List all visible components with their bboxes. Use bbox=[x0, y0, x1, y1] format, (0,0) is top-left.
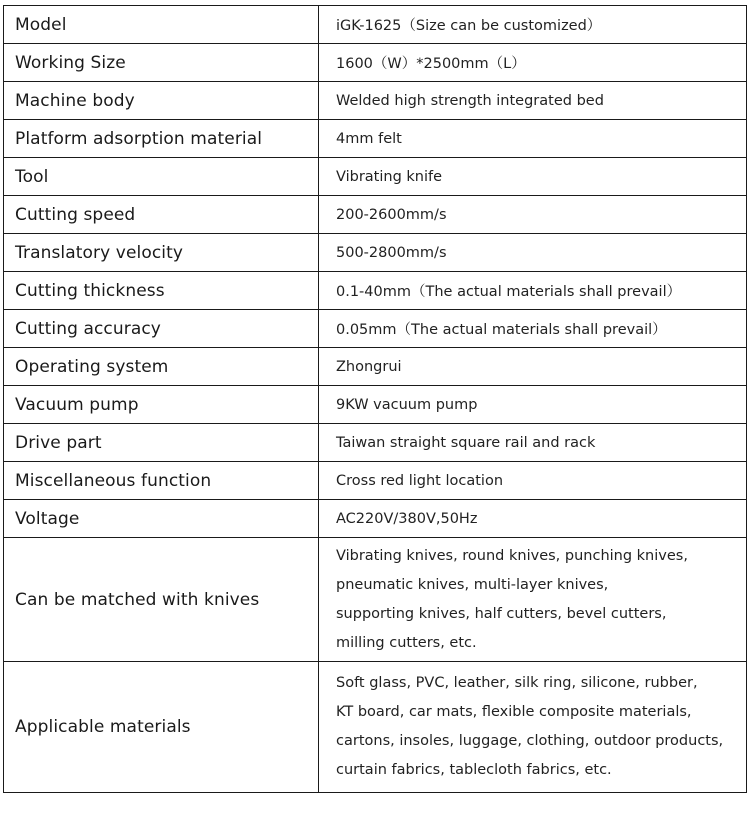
table-row-translatory-velocity bbox=[4, 234, 747, 272]
spec-label: Cutting thickness bbox=[4, 272, 319, 310]
materials-line: KT board, car mats, flexible composite materials, bbox=[336, 704, 692, 720]
spec-label: Working Size bbox=[4, 44, 319, 82]
spec-label: Vacuum pump bbox=[4, 386, 319, 424]
spec-label: Applicable materials bbox=[4, 662, 319, 793]
table-row-tool bbox=[4, 158, 747, 196]
table-row-cutting-accuracy bbox=[4, 310, 747, 348]
table-row-materials bbox=[4, 662, 747, 793]
table-row-operating-system bbox=[4, 348, 747, 386]
knives-line: pneumatic knives, multi-layer knives, bbox=[336, 576, 609, 593]
table-row-knives bbox=[4, 538, 747, 662]
spec-value: 500-2800mm/s bbox=[319, 234, 747, 272]
knives-line: Vibrating knives, round knives, punching knives, bbox=[336, 547, 688, 564]
spec-value: 4mm felt bbox=[319, 120, 747, 158]
spec-label: Cutting accuracy bbox=[4, 310, 319, 348]
table-row-voltage bbox=[4, 500, 747, 538]
spec-value: Cross red light location bbox=[319, 462, 747, 500]
spec-value: 0.1-40mm（The actual materials shall prevail） bbox=[319, 272, 747, 310]
materials-line: curtain fabrics, tablecloth fabrics, etc. bbox=[336, 762, 612, 778]
spec-value: Vibrating knife bbox=[319, 158, 747, 196]
table-row-platform-material bbox=[4, 120, 747, 158]
spec-value: 0.05mm（The actual materials shall prevail） bbox=[319, 310, 747, 348]
table-row-cutting-speed bbox=[4, 196, 747, 234]
specification-table bbox=[3, 5, 747, 793]
spec-label: Model bbox=[4, 6, 319, 44]
table-row-model bbox=[4, 6, 747, 44]
spec-value: 1600（W）*2500mm（L） bbox=[319, 44, 747, 82]
table-row-cutting-thickness bbox=[4, 272, 747, 310]
spec-value: 9KW vacuum pump bbox=[319, 386, 747, 424]
knives-line: supporting knives, half cutters, bevel cutters, bbox=[336, 605, 667, 622]
table-row-drive-part bbox=[4, 424, 747, 462]
table-row-misc-function bbox=[4, 462, 747, 500]
spec-label: Miscellaneous function bbox=[4, 462, 319, 500]
spec-label: Drive part bbox=[4, 424, 319, 462]
spec-label: Can be matched with knives bbox=[4, 538, 319, 662]
table-row-machine-body bbox=[4, 82, 747, 120]
materials-line: cartons, insoles, luggage, clothing, outdoor products, bbox=[336, 733, 724, 749]
spec-label: Operating system bbox=[4, 348, 319, 386]
spec-label: Machine body bbox=[4, 82, 319, 120]
spec-value-materials bbox=[319, 662, 747, 793]
spec-value: iGK-1625（Size can be customized） bbox=[319, 6, 747, 44]
spec-label: Tool bbox=[4, 158, 319, 196]
spec-value: AC220V/380V,50Hz bbox=[319, 500, 747, 538]
spec-value: Welded high strength integrated bed bbox=[319, 82, 747, 120]
spec-label: Platform adsorption material bbox=[4, 120, 319, 158]
table-row-vacuum-pump bbox=[4, 386, 747, 424]
spec-label: Cutting speed bbox=[4, 196, 319, 234]
spec-value: Zhongrui bbox=[319, 348, 747, 386]
materials-line: Soft glass, PVC, leather, silk ring, silicone, rubber, bbox=[336, 675, 698, 691]
spec-value: 200-2600mm/s bbox=[319, 196, 747, 234]
knives-line: milling cutters, etc. bbox=[336, 634, 477, 651]
spec-value: Taiwan straight square rail and rack bbox=[319, 424, 747, 462]
table-row-working-size bbox=[4, 44, 747, 82]
spec-label: Voltage bbox=[4, 500, 319, 538]
spec-label: Translatory velocity bbox=[4, 234, 319, 272]
spec-value-knives bbox=[319, 538, 747, 662]
